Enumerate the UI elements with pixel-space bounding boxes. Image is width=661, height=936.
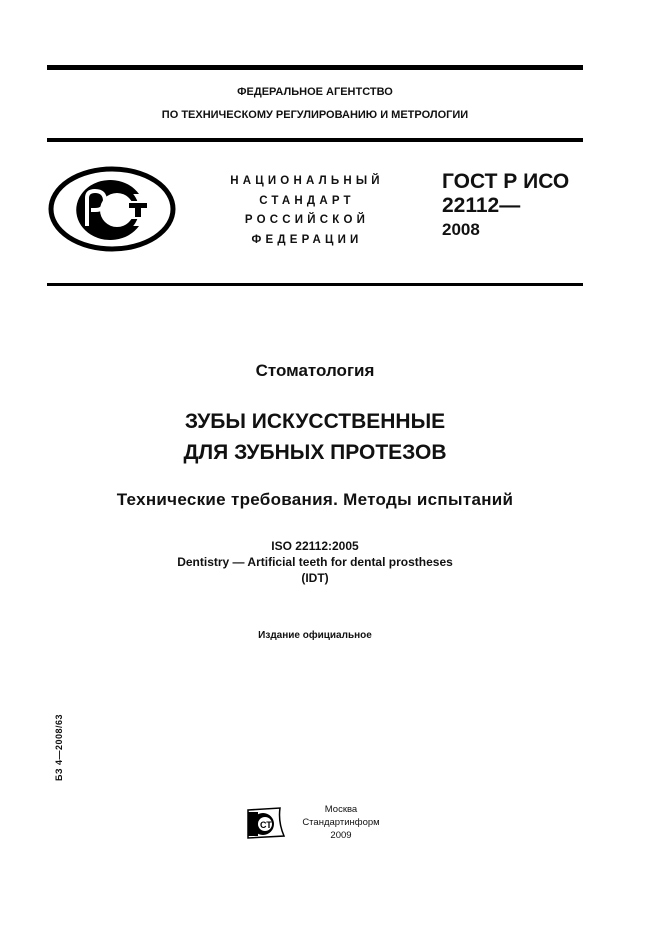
main-title-line1: ЗУБЫ ИСКУССТВЕННЫЕ <box>184 410 446 433</box>
iso-code: ISO 22112:2005 <box>271 539 359 553</box>
iso-title: Dentistry — Artificial teeth for dental prostheses <box>177 555 453 569</box>
subtitle: Технические требования. Методы испытаний <box>116 490 514 509</box>
national-line-1: НАЦИОНАЛЬНЫЙ <box>230 175 384 187</box>
national-line-3: РОССИЙСКОЙ <box>244 214 370 226</box>
standartinform-logo-icon <box>246 806 286 840</box>
svg-text:СТ: СТ <box>260 820 272 830</box>
edition-label: Издание официальное <box>258 630 372 641</box>
field-title: Стоматология <box>255 361 375 380</box>
main-title-line2: ДЛЯ ЗУБНЫХ ПРОТЕЗОВ <box>183 441 447 464</box>
designation-line-1: ГОСТ Р ИСО <box>442 170 570 193</box>
agency-name-line2: ПО ТЕХНИЧЕСКОМУ РЕГУЛИРОВАНИЮ И МЕТРОЛОГИИ <box>161 109 469 121</box>
designation-line-2: 22112— <box>442 194 521 217</box>
standard-block-rule <box>47 283 583 286</box>
top-rule <box>47 65 583 70</box>
national-line-4: ФЕДЕРАЦИИ <box>251 233 363 246</box>
header-rule <box>47 138 583 142</box>
publisher-year: 2009 <box>330 830 352 841</box>
designation-line-3: 2008 <box>442 220 480 239</box>
national-line-2: СТАНДАРТ <box>259 194 355 207</box>
standard-designation <box>442 170 569 242</box>
publisher-name: Стандартинформ <box>302 817 380 828</box>
side-note: БЗ 4—2008/63 <box>54 713 64 781</box>
iso-degree: (IDT) <box>301 571 329 585</box>
publisher-city: Москва <box>324 804 358 815</box>
national-standard-label <box>212 172 402 250</box>
gost-r-logo-icon <box>47 164 177 254</box>
publisher-info <box>296 803 386 842</box>
agency-name-line1: ФЕДЕРАЛЬНОЕ АГЕНТСТВО <box>237 86 393 98</box>
